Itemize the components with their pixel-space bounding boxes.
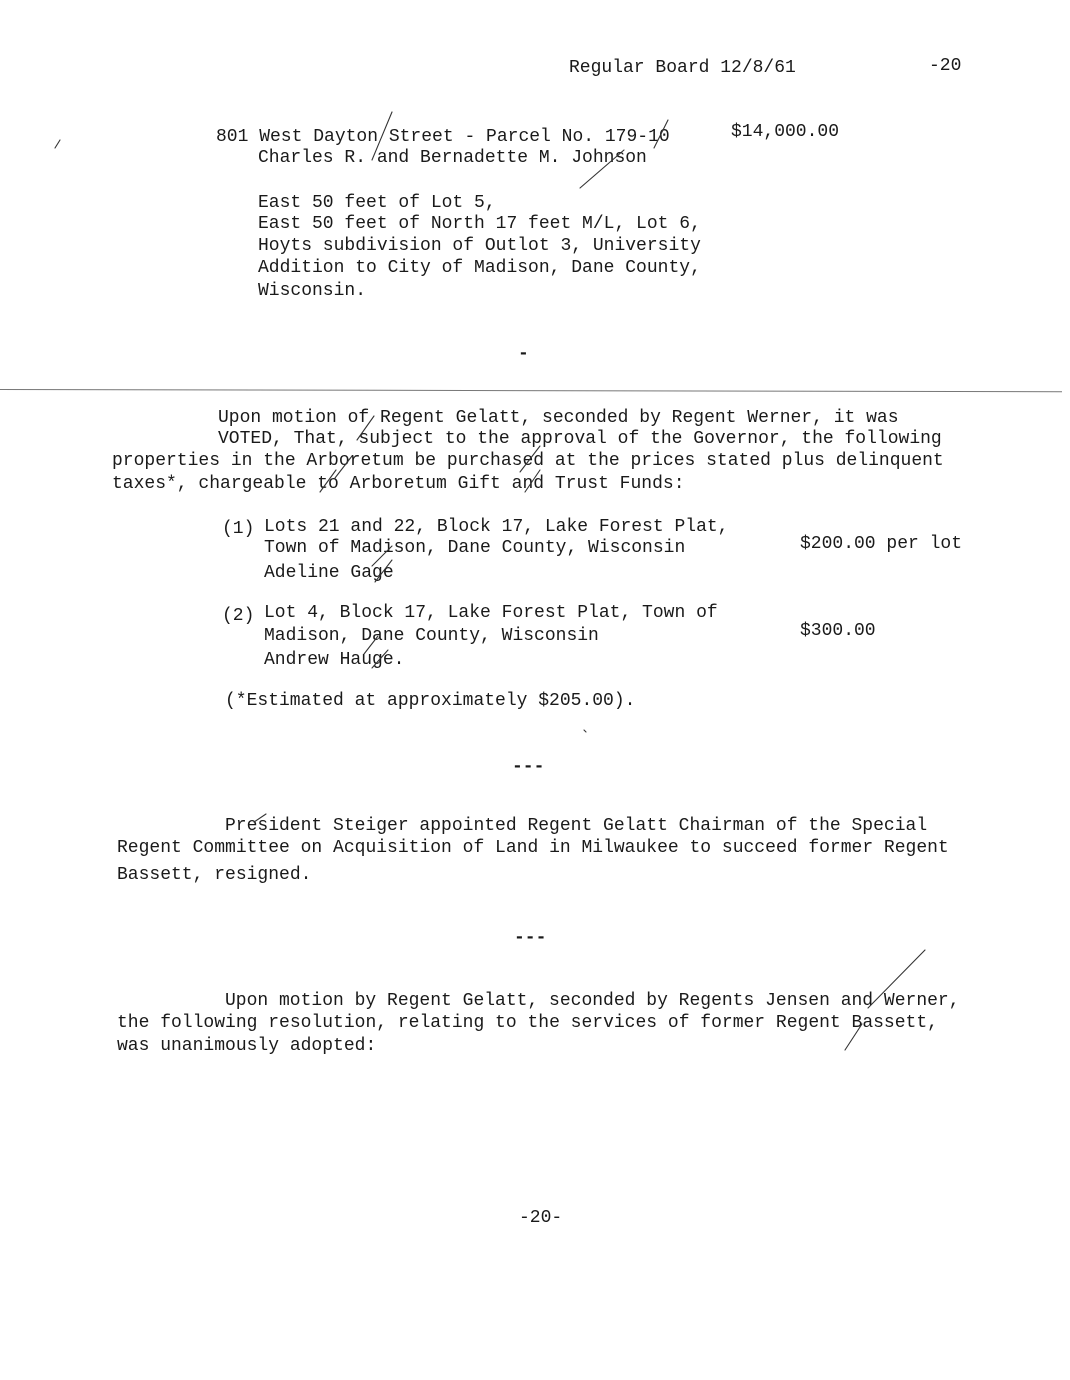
item-price: $200.00 per lot xyxy=(800,534,963,554)
item-line: Adeline Gage xyxy=(264,563,394,583)
item-line: Madison, Dane County, Wisconsin xyxy=(264,626,599,646)
document-header-page-ref: -20 xyxy=(929,56,962,76)
document-header-title: Regular Board 12/8/61 xyxy=(569,58,796,78)
item-line: Town of Madison, Dane County, Wisconsin xyxy=(264,538,686,558)
property-legal-line-4: Addition to City of Madison, Dane County, xyxy=(258,258,701,278)
item-number: (2) xyxy=(222,606,255,626)
horizontal-rule xyxy=(0,389,1062,392)
motion1-footnote: (*Estimated at approximately $205.00). xyxy=(225,691,636,711)
property-address-line: 801 West Dayton Street - Parcel No. 179-10 xyxy=(216,127,670,147)
motion1-line-1: Upon motion of Regent Gelatt, seconded by Regent Werner, it was xyxy=(218,408,899,428)
section-separator: --- xyxy=(512,757,545,777)
motion2-line-1: Upon motion by Regent Gelatt, seconded by Regents Jensen and Werner, xyxy=(225,991,960,1011)
section-separator: --- xyxy=(514,928,547,948)
appointment-line-1: President Steiger appointed Regent Gelatt Chairman of the Special xyxy=(225,816,928,836)
motion1-line-4: taxes*, chargeable to Arboretum Gift and Trust Funds: xyxy=(112,474,685,494)
motion1-line-2: VOTED, That, subject to the approval of the Governor, the following xyxy=(218,429,942,449)
motion1-line-3: properties in the Arboretum be purchased at the prices stated plus delinquent xyxy=(112,451,944,471)
property-legal-line-5: Wisconsin. xyxy=(258,281,367,301)
item-line: Andrew Hauge. xyxy=(264,650,405,670)
item-price: $300.00 xyxy=(800,621,876,641)
section-separator: - xyxy=(518,344,529,364)
item-line: Lots 21 and 22, Block 17, Lake Forest Plat, xyxy=(264,517,729,537)
check-mark xyxy=(55,140,60,148)
check-mark xyxy=(584,730,586,732)
property-legal-line-1: East 50 feet of Lot 5, xyxy=(258,193,496,213)
property-price: $14,000.00 xyxy=(731,122,840,142)
property-legal-line-3: Hoyts subdivision of Outlot 3, University xyxy=(258,236,701,256)
motion2-line-3: was unanimously adopted: xyxy=(117,1036,377,1056)
appointment-line-3: Bassett, resigned. xyxy=(117,865,312,885)
item-number: (1) xyxy=(222,519,255,539)
motion2-line-2: the following resolution, relating to the services of former Regent Bassett, xyxy=(117,1013,938,1033)
appointment-line-2: Regent Committee on Acquisition of Land in Milwaukee to succeed former Regent xyxy=(117,838,949,858)
page-number: -20- xyxy=(519,1208,563,1228)
property-owners: Charles R. and Bernadette M. Johnson xyxy=(258,148,647,168)
item-line: Lot 4, Block 17, Lake Forest Plat, Town of xyxy=(264,603,718,623)
property-legal-line-2: East 50 feet of North 17 feet M/L, Lot 6, xyxy=(258,214,701,234)
